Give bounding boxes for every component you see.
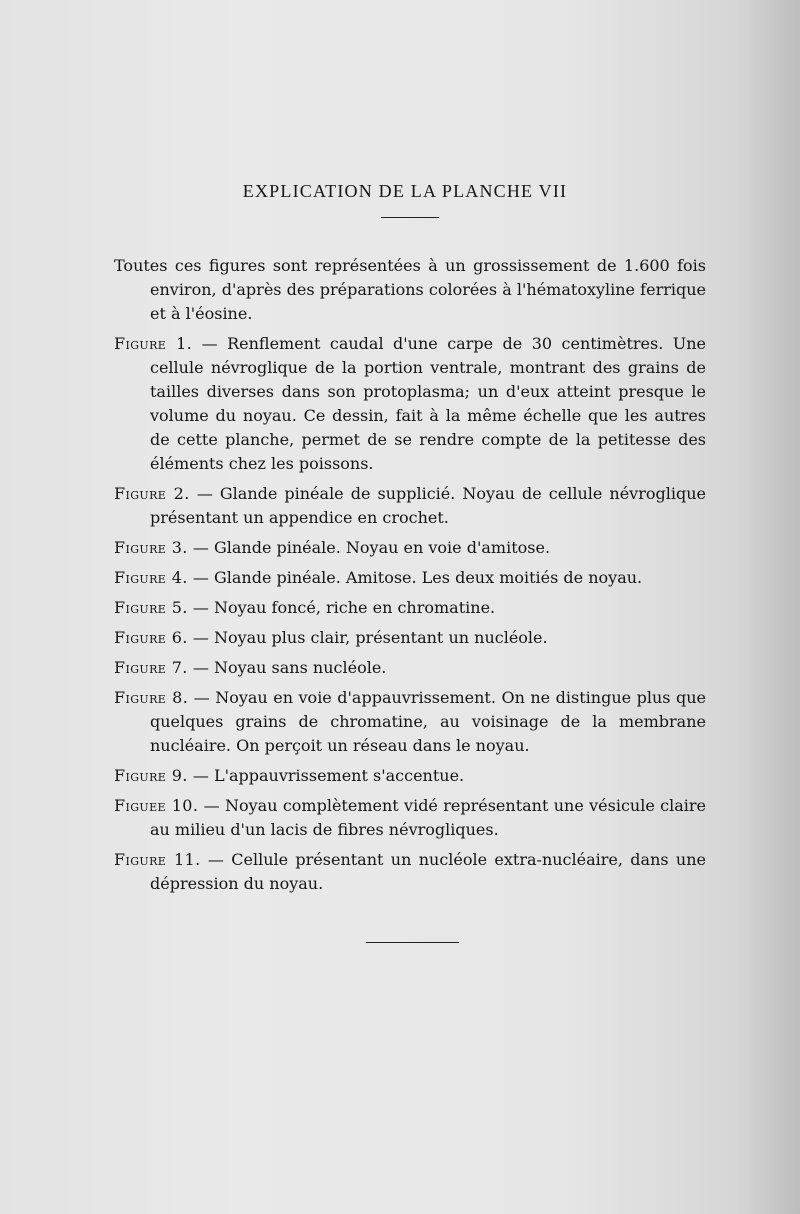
figure-description: — Cellule présentant un nucléole extra-nucléaire, dans une dépression du noyau. [150,850,706,893]
figure-label: Figure 3. [114,538,188,557]
figure-entry [114,332,706,476]
figure-description: — Noyau complètement vidé représentant une vésicule claire au milieu d'un lacis de fibres névrogliques. [150,796,706,839]
figure-description: — Noyau plus clair, présentant un nucléole. [187,628,548,647]
closing-rule [366,942,459,943]
figure-label: Figure 11. [114,850,201,869]
figure-description: — Noyau sans nucléole. [187,658,387,677]
page-title: EXPLICATION DE LA PLANCHE VII [242,181,568,201]
figure-entry [114,794,706,842]
figure-description: — Glande pinéale. Amitose. Les deux moitiés de noyau. [187,568,643,587]
intro-paragraph: Toutes ces figures sont représentées à un grossissement de 1.600 fois environ, d'après des préparations colorées à l'hématoxyline ferrique et à l'éosine. [114,256,706,323]
figure-entry [114,848,706,896]
figure-label: Figure 9. [114,766,188,785]
figure-description: — L'appauvrissement s'accentue. [187,766,465,785]
figure-description: — Renflement caudal d'une carpe de 30 centimètres. Une cellule névroglique de la portion ventrale, montrant des grains de tailles diverses dans son protoplasma; un d'eux atteint presque le volume du noyau. Ce dessin, fait à la même échelle que les autres de cette planche, permet de se rendre compte de la petitesse des éléments chez les poissons. [150,334,707,473]
figure-description: — Noyau en voie d'appauvrissement. On ne distingue plus que quelques grains de chromatine, au voisinage de la membrane nucléaire. On perçoit un réseau dans le noyau. [150,688,707,755]
figure-entry [114,596,706,620]
figure-label: Figure 5. [114,598,188,617]
figure-entry [114,482,706,530]
figure-label: Figure 4. [114,568,188,587]
figure-entry [114,566,706,590]
figure-label: Figure 8. [114,688,189,707]
figure-label: Figure 2. [114,484,190,503]
figure-description: — Glande pinéale de supplicié. Noyau de cellule névroglique présentant un appendice en crochet. [150,484,706,527]
figure-label: Figure 6. [114,628,188,647]
figure-label: Figure 1. [114,334,193,353]
figure-entry [114,536,706,560]
figure-label: Figure 7. [114,658,188,677]
figure-description: — Glande pinéale. Noyau en voie d'amitose. [187,538,551,557]
figure-entry [114,686,706,758]
figure-entry [114,626,706,650]
figure-entry [114,764,706,788]
figure-description: — Noyau foncé, riche en chromatine. [187,598,496,617]
figure-entry [114,656,706,680]
title-rule [381,217,439,218]
figure-label: Figuee 10. [114,796,199,815]
plate-explanation [114,254,706,902]
